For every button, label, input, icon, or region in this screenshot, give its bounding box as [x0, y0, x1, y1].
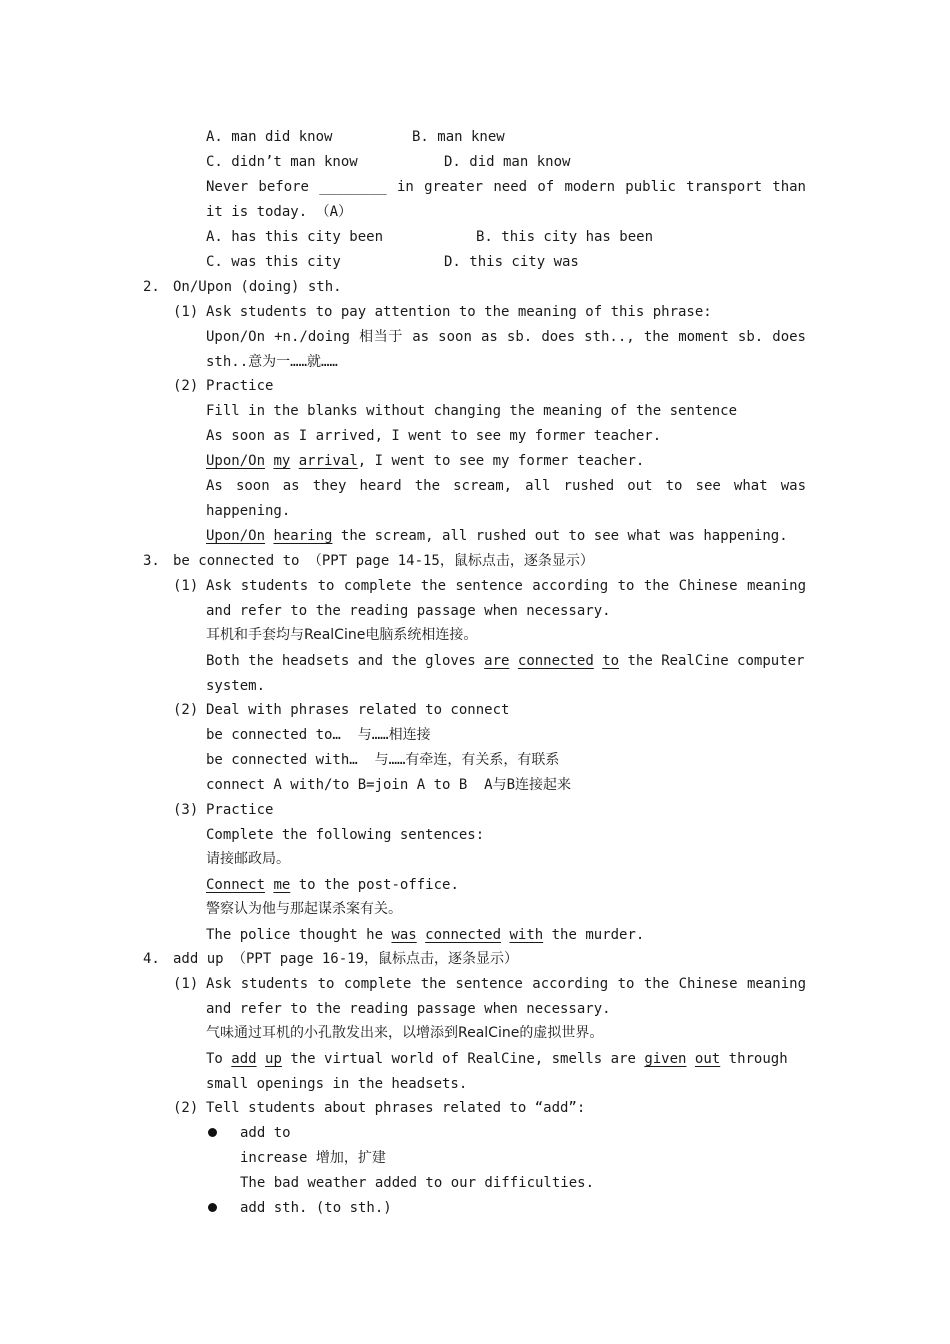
step-text: Deal with phrases related to connect	[206, 702, 510, 718]
option-c: C. didn’t man know	[206, 154, 358, 170]
answer-blank: out	[694, 1051, 721, 1067]
answer-blank: are	[484, 653, 510, 669]
answer-blank: was	[391, 927, 417, 943]
definition-line: sth..意为一……就……	[206, 354, 338, 370]
answer-text: To	[206, 1051, 232, 1067]
bullet-title: add sth. (to sth.)	[240, 1200, 392, 1216]
answer-blank: me	[273, 877, 291, 893]
bullet-icon	[208, 1128, 217, 1137]
answer-text: the murder.	[543, 927, 645, 943]
answer-rest: the scream, all rushed out to see what was happening.	[332, 528, 788, 544]
answer-sentence	[206, 1049, 806, 1069]
option-b: B. this city has been	[476, 229, 654, 245]
step-label: (2)	[173, 378, 199, 394]
answer-sentence-cont: system.	[206, 678, 266, 694]
step-label: (1)	[173, 976, 199, 992]
answer-sentence	[206, 526, 788, 546]
answer-blank: Upon/On	[206, 528, 266, 544]
option-b: B. man knew	[412, 129, 505, 145]
answer-sentence	[206, 451, 644, 471]
phrase-item: be connected with… 与……有牵连，有关系，有联系	[206, 752, 560, 768]
bullet-title: add to	[240, 1125, 291, 1141]
step-label: (2)	[173, 1100, 199, 1116]
bullet-icon	[208, 1203, 217, 1212]
option-d: D. this city was	[444, 254, 579, 270]
section-number: 2.	[143, 279, 160, 295]
section-number: 4.	[143, 951, 160, 967]
answer-blank: my	[273, 453, 291, 469]
answer-blank: connected	[517, 653, 594, 669]
option-a: A. has this city been	[206, 229, 384, 245]
answer-blank: up	[265, 1051, 282, 1067]
step-text: Tell students about phrases related to “add”:	[206, 1100, 586, 1116]
section-title: be connected to （PPT page 14-15，鼠标点击，逐条显示）	[173, 553, 594, 569]
instruction: Fill in the blanks without changing the meaning of the sentence	[206, 403, 738, 419]
bullet-meaning: increase 增加，扩建	[240, 1150, 386, 1166]
example-sentence: As soon as I arrived, I went to see my former teacher.	[206, 428, 662, 444]
answer-sentence-cont: small openings in the headsets.	[206, 1076, 468, 1092]
bullet-example: The bad weather added to our difficulties.	[240, 1175, 595, 1191]
step-label: (1)	[173, 304, 199, 320]
chinese-sentence: 请接邮政局。	[206, 851, 290, 867]
answer-text: the RealCine computer	[619, 653, 805, 669]
answer-blank: Upon/On	[206, 453, 266, 469]
answer-text: the virtual world of RealCine, smells are	[281, 1051, 645, 1067]
step-text-cont: and refer to the reading passage when necessary.	[206, 1001, 611, 1017]
chinese-sentence: 气味通过耳机的小孔散发出来，以增添到RealCine的虚拟世界。	[206, 1025, 604, 1041]
step-text: Ask students to complete the sentence according to the Chinese meaning	[206, 578, 806, 594]
phrase-item: be connected to… 与……相连接	[206, 727, 431, 743]
step-text: Practice	[206, 802, 274, 818]
definition-line: Upon/On +n./doing 相当于 as soon as sb. does sth.., the moment sb. does	[206, 329, 806, 345]
option-a: A. man did know	[206, 129, 333, 145]
answer-text: through	[720, 1051, 788, 1067]
step-text-cont: and refer to the reading passage when necessary.	[206, 603, 611, 619]
example-sentence-cont: happening.	[206, 503, 291, 519]
answer-rest: , I went to see my former teacher.	[357, 453, 645, 469]
step-text: Ask students to complete the sentence according to the Chinese meaning	[206, 976, 806, 992]
phrase-item: connect A with/to B=join A to B A与B连接起来	[206, 777, 572, 793]
step-text: Practice	[206, 378, 274, 394]
answer-blank: to	[602, 653, 620, 669]
answer-blank: given	[644, 1051, 687, 1067]
question-stem: Never before ________ in greater need of modern public transport than	[206, 179, 806, 195]
answer-rest: to the post-office.	[290, 877, 459, 893]
answer-sentence	[206, 875, 459, 895]
answer-sentence	[206, 925, 644, 945]
answer-text: Both the headsets and the gloves	[206, 653, 485, 669]
chinese-sentence: 警察认为他与那起谋杀案有关。	[206, 901, 402, 917]
answer-blank: with	[509, 927, 544, 943]
question-stem-cont: it is today. （A）	[206, 204, 353, 220]
answer-sentence	[206, 651, 806, 671]
example-sentence: As soon as they heard the scream, all rushed out to see what was	[206, 478, 806, 494]
step-label: (3)	[173, 802, 199, 818]
chinese-sentence: 耳机和手套均与RealCine电脑系统相连接。	[206, 627, 478, 643]
step-label: (1)	[173, 578, 199, 594]
answer-blank: connected	[425, 927, 502, 943]
step-label: (2)	[173, 702, 199, 718]
option-d: D. did man know	[444, 154, 571, 170]
answer-text: The police thought he	[206, 927, 392, 943]
section-number: 3.	[143, 553, 160, 569]
answer-blank: hearing	[273, 528, 333, 544]
instruction: Complete the following sentences:	[206, 827, 485, 843]
answer-blank: add	[231, 1051, 257, 1067]
answer-blank: Connect	[206, 877, 266, 893]
option-c: C. was this city	[206, 254, 341, 270]
section-title: On/Upon (doing) sth.	[173, 279, 342, 295]
section-title: add up （PPT page 16-19，鼠标点击，逐条显示）	[173, 951, 519, 967]
answer-blank: arrival	[298, 453, 358, 469]
step-text: Ask students to pay attention to the meaning of this phrase:	[206, 304, 712, 320]
